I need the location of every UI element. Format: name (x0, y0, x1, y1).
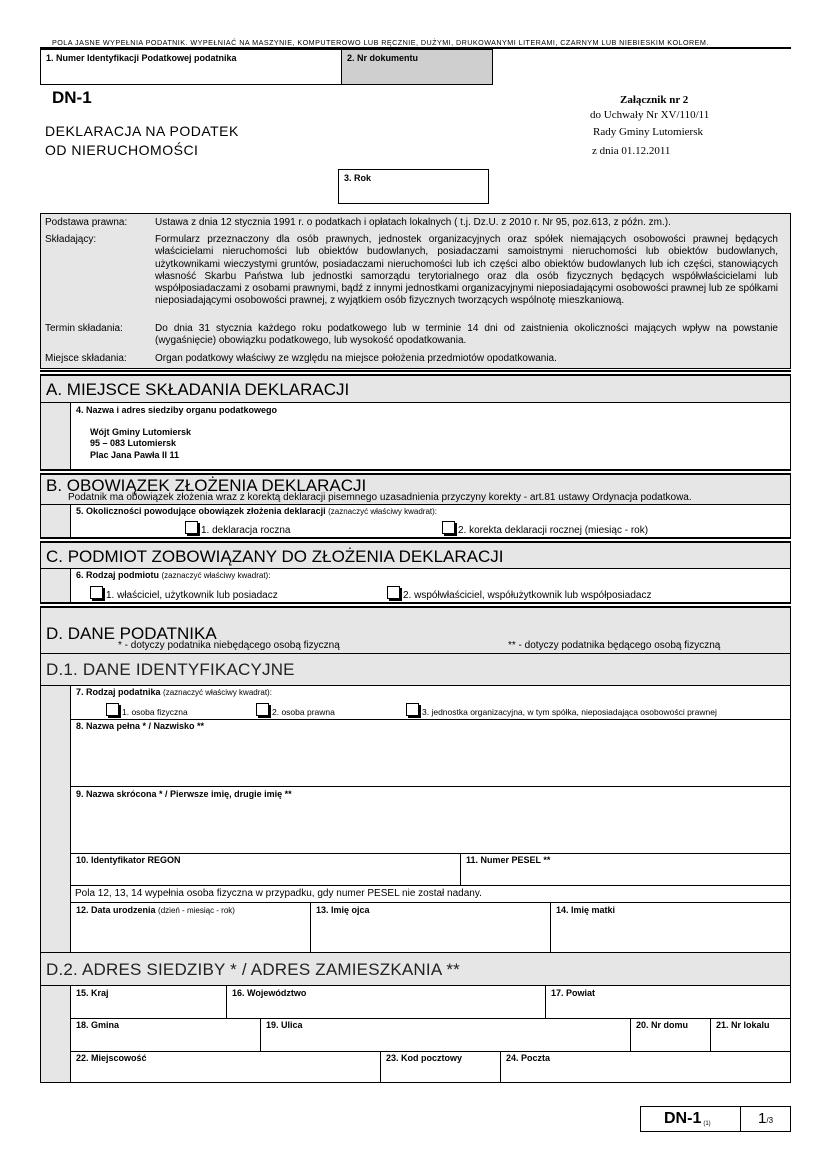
country-field[interactable] (70, 985, 227, 1019)
section-d-note2: ** - dotyczy podatnika będącego osobą fizyczną (508, 640, 721, 651)
pesel-label: 11. Numer PESEL ** (466, 855, 551, 865)
place-label: Miejsce składania: (45, 353, 127, 364)
nip-label: 1. Numer Identyfikacji Podatkowej podatnika (46, 53, 237, 63)
section-b-title: B. OBOWIĄZEK ZŁOŻENIA DEKLARACJI (46, 476, 367, 495)
checkbox-correction[interactable] (442, 521, 455, 534)
submitter-label: Składający: (45, 234, 97, 245)
section-d-title: D. DANE PODATNIKA (46, 624, 217, 643)
annex-line1: Załącznik nr 2 (620, 94, 689, 106)
annex-line4: z dnia 01.12.2011 (592, 145, 671, 157)
d2-title: D.2. ADRES SIEDZIBY * / ADRES ZAMIESZKANIA ** (46, 960, 460, 979)
legal-basis-label: Podstawa prawna: (45, 217, 128, 228)
d1-header (40, 653, 791, 686)
legal-basis-text: Ustawa z dnia 12 stycznia 1991 r. o podatkach i opłatach lokalnych ( t.j. Dz.U. z 2010 r. Nr 95, poz.613, z późn. zm.). (155, 217, 671, 228)
district-field[interactable] (545, 985, 791, 1019)
taxpayer-type-field (70, 685, 791, 720)
annex-line2: do Uchwały Nr XV/110/11 (590, 109, 710, 121)
d1-gutter (40, 685, 71, 953)
tax-office-line2: 95 – 083 Lutomiersk (90, 438, 177, 448)
country-label: 15. Kraj (76, 988, 109, 998)
option-legal-person[interactable]: 2. osoba prawna (256, 703, 335, 717)
d2-gutter (40, 985, 71, 1083)
post-office-field[interactable] (500, 1051, 791, 1083)
short-name-field[interactable] (70, 786, 791, 854)
full-name-field[interactable] (70, 719, 791, 787)
entity-type-field (70, 568, 791, 603)
street-field[interactable] (260, 1018, 631, 1052)
year-label: 3. Rok (344, 173, 372, 183)
full-name-label: 8. Nazwa pełna * / Nazwisko ** (76, 721, 205, 731)
apartment-number-label: 21. Nr lokalu (716, 1020, 770, 1030)
section-d-header (40, 607, 791, 654)
annex-line3: Rady Gminy Lutomiersk (593, 126, 703, 138)
locality-label: 22. Miejscowość (76, 1053, 147, 1063)
locality-field[interactable] (70, 1051, 381, 1083)
tax-office-line3: Plac Jana Pawła II 11 (90, 450, 180, 460)
footer-page-box (740, 1106, 791, 1132)
voivodeship-label: 16. Województwo (232, 988, 307, 998)
birth-date-label: 12. Data urodzenia (dzień - miesiąc - rok) (76, 905, 235, 915)
post-office-label: 24. Poczta (506, 1053, 551, 1063)
section-c-gutter (40, 568, 71, 603)
regon-label: 10. Identyfikator REGON (76, 855, 181, 865)
district-label: 17. Powiat (551, 988, 596, 998)
taxpayer-type-label: 7. Rodzaj podatnika (zaznaczyć właściwy kwadrat): (76, 687, 272, 697)
section-c-header (40, 542, 791, 569)
d1-title: D.1. DANE IDENTYFIKACYJNE (46, 660, 295, 679)
option-correction[interactable]: 2. korekta deklaracji rocznej (miesiąc - rok) (442, 521, 648, 536)
section-a-gutter (40, 402, 71, 470)
obligation-field (70, 504, 791, 538)
checkbox-owner[interactable] (90, 586, 103, 599)
doc-number-field (341, 49, 493, 85)
obligation-label: 5. Okoliczności powodujące obowiązek złożenia deklaracji (zaznaczyć właściwy kwadrat): (76, 506, 438, 516)
deadline-label: Termin składania: (45, 323, 123, 334)
tax-office-line1: Wójt Gminy Lutomiersk (90, 427, 192, 437)
checkbox-natural-person[interactable] (106, 703, 119, 716)
short-name-label: 9. Nazwa skrócona * / Pierwsze imię, drugie imię ** (76, 789, 292, 799)
section-b-header (40, 474, 791, 505)
footer-form-code-box (640, 1106, 741, 1132)
option-annual[interactable]: 1. deklaracja roczna (185, 521, 291, 536)
tax-office-field (70, 402, 791, 470)
place-text: Organ podatkowy właściwy ze względu na miejsce położenia przedmiotów opodatkowania. (155, 353, 557, 364)
postal-code-label: 23. Kod pocztowy (386, 1053, 463, 1063)
house-number-field[interactable] (630, 1018, 711, 1052)
section-d-note1: * - dotyczy podatnika niebędącego osobą fizyczną (118, 640, 340, 651)
form-code: DN-1 (52, 88, 92, 107)
form-title-line2: OD NIERUCHOMOŚCI (45, 142, 199, 158)
deadline-text: Do dnia 31 stycznia każdego roku podatkowego lub w terminie 14 dni od zaistnienia okoliczności mających wpływ na powstanie (wygaśnięcie) obowiązku podatkowego, lub wysokość opodatkowania. (155, 323, 778, 347)
house-number-label: 20. Nr domu (636, 1020, 689, 1030)
form-title-line1: DEKLARACJA NA PODATEK (45, 123, 239, 139)
d2-header (40, 952, 791, 986)
top-instruction: POLA JASNE WYPEŁNIA PODATNIK. WYPEŁNIAĆ NA MASZYNIE, KOMPUTEROWO LUB RĘCZNIE, DUŻYMI, DRUKOWANYMI LITERAMI, CZARNYM LUB NIEBIESKIM KOLOREM. (52, 38, 709, 47)
section-b-note: Podatnik ma obowiązek złożenia wraz z korektą deklaracji pisemnego uzasadnienia przyczyny korekty - art.81 ustawy Ordynacja podatkowa. (68, 492, 692, 503)
street-label: 19. Ulica (266, 1020, 303, 1030)
father-name-label: 13. Imię ojca (316, 905, 370, 915)
checkbox-org-unit[interactable] (406, 703, 419, 716)
footer-form-code: DN-1 (1) (664, 1110, 711, 1127)
mother-name-label: 14. Imię matki (556, 905, 616, 915)
submitter-text: Formularz przeznaczony dla osób prawnych, jednostek organizacyjnych oraz spółek niemających osobowości prawnej będących właścicielami nieruchomości lub obiektów budowlanych, posiadaczami samoistnymi nieruchomości lub obiektów budowlanych, użytkownikami wieczystymi gruntów, posiadaczami nieruchomości lub ich części albo obiektów budowlanych lub ich części, stanowiących własność Skarbu Państwa lub jednostki samorządu terytorialnego oraz dla osób fizycznych będących współwłaścicielami lub współposiadaczami z osobami prawnymi, bądź z innymi jednostkami organizacyjnymi nieposiadającymi osobowości prawnej lub ze spółkami nieposiadającymi osobowości prawnej, z wyjątkiem osób fizycznych tworzących wspólnotę mieszkaniową. (155, 234, 778, 307)
section-b-gutter (40, 504, 71, 538)
option-co-owner[interactable]: 2. współwłaściciel, współużytkownik lub współposiadacz (387, 586, 651, 601)
pesel-note: Pola 12, 13, 14 wypełnia osoba fizyczna w przypadku, gdy numer PESEL nie został nadany. (75, 888, 482, 899)
father-name-field[interactable] (310, 902, 551, 953)
option-org-unit[interactable]: 3. jednostka organizacyjna, w tym spółka, nieposiadająca osobowości prawnej (406, 703, 717, 717)
postal-code-field[interactable] (380, 1051, 501, 1083)
tax-office-label: 4. Nazwa i adres siedziby organu podatkowego (76, 405, 278, 415)
checkbox-legal-person[interactable] (256, 703, 269, 716)
section-a-title: A. MIEJSCE SKŁADANIA DEKLARACJI (46, 380, 350, 399)
birth-date-field[interactable] (70, 902, 311, 953)
section-a-header (40, 375, 791, 403)
commune-field[interactable] (70, 1018, 261, 1052)
section-c-title: C. PODMIOT ZOBOWIĄZANY DO ZŁOŻENIA DEKLARACJI (46, 547, 504, 566)
doc-number-label: 2. Nr dokumentu (347, 53, 419, 63)
pesel-field[interactable] (460, 853, 791, 886)
pesel-note-row (70, 885, 791, 903)
entity-type-label: 6. Rodzaj podmiotu (zaznaczyć właściwy kwadrat): (76, 570, 271, 580)
year-field[interactable] (338, 169, 489, 204)
checkbox-annual[interactable] (185, 521, 198, 534)
apartment-number-field[interactable] (710, 1018, 791, 1052)
footer-page-number: 1/3 (758, 1110, 774, 1127)
commune-label: 18. Gmina (76, 1020, 120, 1030)
voivodeship-field[interactable] (226, 985, 546, 1019)
checkbox-co-owner[interactable] (387, 586, 400, 599)
option-natural-person[interactable]: 1. osoba fizyczna (106, 703, 188, 717)
option-owner[interactable]: 1. właściciel, użytkownik lub posiadacz (90, 586, 278, 601)
regon-field[interactable] (70, 853, 461, 886)
nip-field[interactable] (40, 49, 342, 85)
mother-name-field[interactable] (550, 902, 791, 953)
